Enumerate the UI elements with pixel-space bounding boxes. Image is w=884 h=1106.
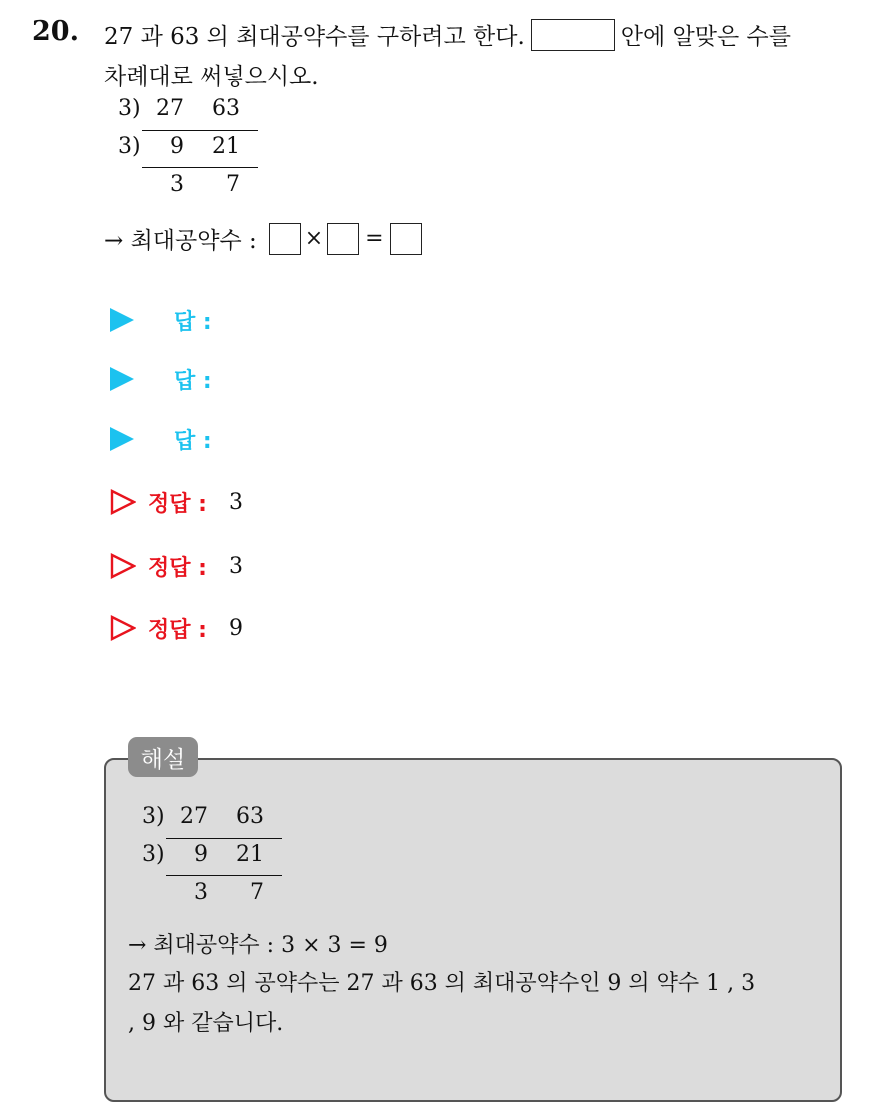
question-division-ladder [118,96,268,206]
correct-answer-row [110,613,243,643]
result-prefix: → 최대공약수 : [104,228,257,254]
ladder-line [166,875,282,876]
correct-value: 3 [228,489,243,515]
answer-label: 답 : [174,368,212,394]
divisor-2: 3) [142,842,165,867]
outline-triangle-icon [110,553,136,579]
answer-row [110,364,212,394]
explanation-division-ladder [142,804,292,914]
play-triangle-icon [110,427,134,451]
times-sign: × [304,226,324,251]
divisor-2: 3) [118,134,141,159]
answer-row [110,424,212,454]
ladder-line [142,130,258,131]
ladder-cell: 9 [194,842,208,867]
answer-row [110,305,212,335]
ladder-cell: 21 [236,842,264,867]
result-line [104,222,422,255]
ladder-cell: 3 [170,172,184,197]
ladder-cell: 63 [236,804,264,829]
ladder-cell: 7 [250,880,264,905]
ladder-cell: 27 [180,804,208,829]
question-line-1 [104,18,791,51]
ladder-cell: 7 [226,172,240,197]
correct-answer-row [110,487,243,517]
ladder-line [142,167,258,168]
explanation-line-1: 27 과 63 의 공약수는 27 과 63 의 최대공약수인 9 의 약수 1 , 3 [128,971,756,996]
correct-answer-row [110,551,243,581]
equals-sign: = [365,226,384,251]
correct-label: 정답 : [148,491,207,517]
explanation-result: → 최대공약수 : 3 × 3 = 9 [128,933,388,958]
play-triangle-icon [110,308,134,332]
question-text-after: 안에 알맞은 수를 [620,24,791,50]
question-text-before: 27 과 63 의 최대공약수를 구하려고 한다. [104,24,525,50]
divisor-1: 3) [118,96,141,121]
question-number: 20. [32,16,79,47]
question-line-2: 차례대로 써넣으시오. [104,64,319,90]
blank-box [531,19,615,51]
correct-label: 정답 : [148,555,207,581]
ladder-cell: 3 [194,880,208,905]
explanation-tab: 해설 [128,737,198,777]
answer-box-3[interactable] [390,223,422,255]
ladder-cell: 63 [212,96,240,121]
explanation-line-2: , 9 와 같습니다. [128,1011,284,1036]
ladder-cell: 9 [170,134,184,159]
outline-triangle-icon [110,489,136,515]
answer-box-1[interactable] [269,223,301,255]
correct-value: 3 [228,553,243,579]
divisor-1: 3) [142,804,165,829]
ladder-cell: 27 [156,96,184,121]
answer-label: 답 : [174,309,212,335]
outline-triangle-icon [110,615,136,641]
play-triangle-icon [110,367,134,391]
correct-label: 정답 : [148,617,207,643]
correct-value: 9 [228,615,243,641]
answer-label: 답 : [174,428,212,454]
answer-box-2[interactable] [327,223,359,255]
ladder-cell: 21 [212,134,240,159]
ladder-line [166,838,282,839]
